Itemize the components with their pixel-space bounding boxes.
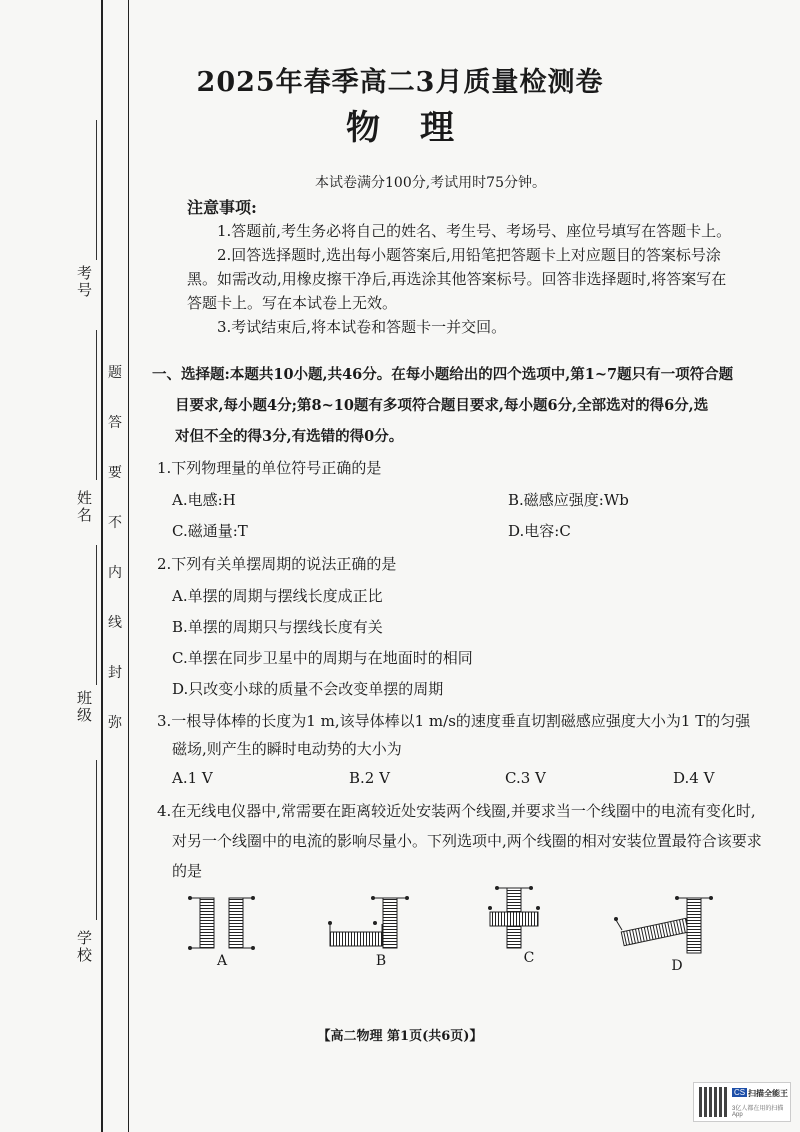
seal-char: 内 (108, 565, 122, 581)
q1-stem: 1.下列物理量的单位符号正确的是 (157, 459, 382, 477)
q1-option-b[interactable]: B.磁感应强度:Wb (508, 491, 629, 509)
seal-char: 线 (108, 615, 122, 631)
margin-line-outer (101, 0, 103, 1132)
seal-char: 弥 (108, 715, 122, 731)
class-label: 班级 (75, 690, 93, 724)
stamp-sub: 3亿人都在用的扫描App (732, 1106, 784, 1118)
q2-option-a[interactable]: A.单摆的周期与摆线长度成正比 (172, 587, 383, 605)
seal-char: 要 (108, 465, 122, 481)
q1-option-c[interactable]: C.磁通量:T (172, 522, 248, 540)
page-footer: 【高二物理 第1页(共6页)】 (317, 1029, 483, 1044)
margin-line-inner (128, 0, 129, 1132)
figure-label-a: A (216, 953, 228, 969)
seal-char: 封 (108, 665, 122, 681)
name-label: 姓名 (75, 490, 93, 524)
notice-item: 1.答题前,考生务必将自己的姓名、考生号、考场号、座位号填写在答题卡上。 (217, 222, 732, 240)
exam-title: 2025年春季高二3月质量检测卷 (196, 67, 604, 98)
coil-option-d[interactable] (614, 896, 713, 953)
section1-line: 一、选择题:本题共10小题,共46分。在每小题给出的四个选项中,第1~7题只有一项符合题 (152, 366, 734, 383)
q2-option-d[interactable]: D.只改变小球的质量不会改变单摆的周期 (172, 680, 444, 698)
q3-option-c[interactable]: C.3 V (505, 769, 546, 787)
exam-info: 本试卷满分100分,考试用时75分钟。 (315, 175, 546, 191)
seal-char: 不 (108, 515, 122, 531)
q3-stem: 磁场,则产生的瞬时电动势的大小为 (172, 740, 402, 758)
scanner-stamp (693, 1082, 791, 1122)
notice-item: 黑。如需改动,用橡皮擦干净后,再选涂其他答案标号。回答非选择题时,将答案写在 (187, 270, 727, 288)
q3-option-d[interactable]: D.4 V (673, 769, 715, 787)
name-blank[interactable] (96, 330, 97, 480)
figure-label-b: B (375, 953, 387, 969)
q3-stem: 3.一根导体棒的长度为1 m,该导体棒以1 m/s的速度垂直切割磁感应强度大小为1 T的匀强 (157, 712, 751, 730)
coil-option-b[interactable] (328, 896, 409, 948)
q4-stem: 对另一个线圈中的电流的影响尽量小。下列选项中,两个线圈的相对安装位置最符合该要求 (172, 832, 762, 850)
q1-option-a[interactable]: A.电感:H (172, 491, 236, 509)
figure-label-c: C (523, 950, 535, 966)
q3-option-b[interactable]: B.2 V (349, 769, 390, 787)
section1-line: 目要求,每小题4分;第8~10题有多项符合题目要求,每小题6分,全部选对的得6分,选 (175, 397, 709, 414)
q2-stem: 2.下列有关单摆周期的说法正确的是 (157, 555, 397, 573)
coil-option-a[interactable] (188, 896, 255, 950)
exam-no-label: 考号 (75, 265, 93, 299)
q2-option-b[interactable]: B.单摆的周期只与摆线长度有关 (172, 618, 383, 636)
coil-option-c[interactable] (488, 886, 540, 948)
cs-badge: CS (734, 1088, 746, 1097)
figure-label-d: D (671, 958, 683, 974)
subject-title: 物理 (346, 108, 494, 148)
q1-option-d[interactable]: D.电容:C (508, 522, 571, 540)
notice-item: 2.回答选择题时,选出每小题答案后,用铅笔把答题卡上对应题目的答案标号涂 (217, 246, 721, 264)
q2-option-c[interactable]: C.单摆在同步卫星中的周期与在地面时的相同 (172, 649, 473, 667)
section1-line: 对但不全的得3分,有选错的得0分。 (175, 428, 404, 445)
notice-item: 3.考试结束后,将本试卷和答题卡一并交回。 (217, 318, 507, 336)
seal-char: 题 (108, 365, 122, 381)
qr-code-icon (699, 1087, 727, 1117)
coil-figure (170, 880, 730, 980)
school-blank[interactable] (96, 760, 97, 920)
stamp-title: 扫描全能王 (748, 1089, 788, 1098)
class-blank[interactable] (96, 545, 97, 685)
q3-option-a[interactable]: A.1 V (172, 769, 213, 787)
notice-heading: 注意事项: (187, 198, 257, 217)
notice-item: 答题卡上。写在本试卷上无效。 (187, 294, 398, 312)
q4-stem: 的是 (172, 862, 203, 880)
school-label: 学校 (75, 930, 93, 964)
seal-char: 答 (108, 415, 122, 431)
q4-stem: 4.在无线电仪器中,常需要在距离较近处安装两个线圈,并要求当一个线圈中的电流有变化时, (157, 802, 756, 820)
